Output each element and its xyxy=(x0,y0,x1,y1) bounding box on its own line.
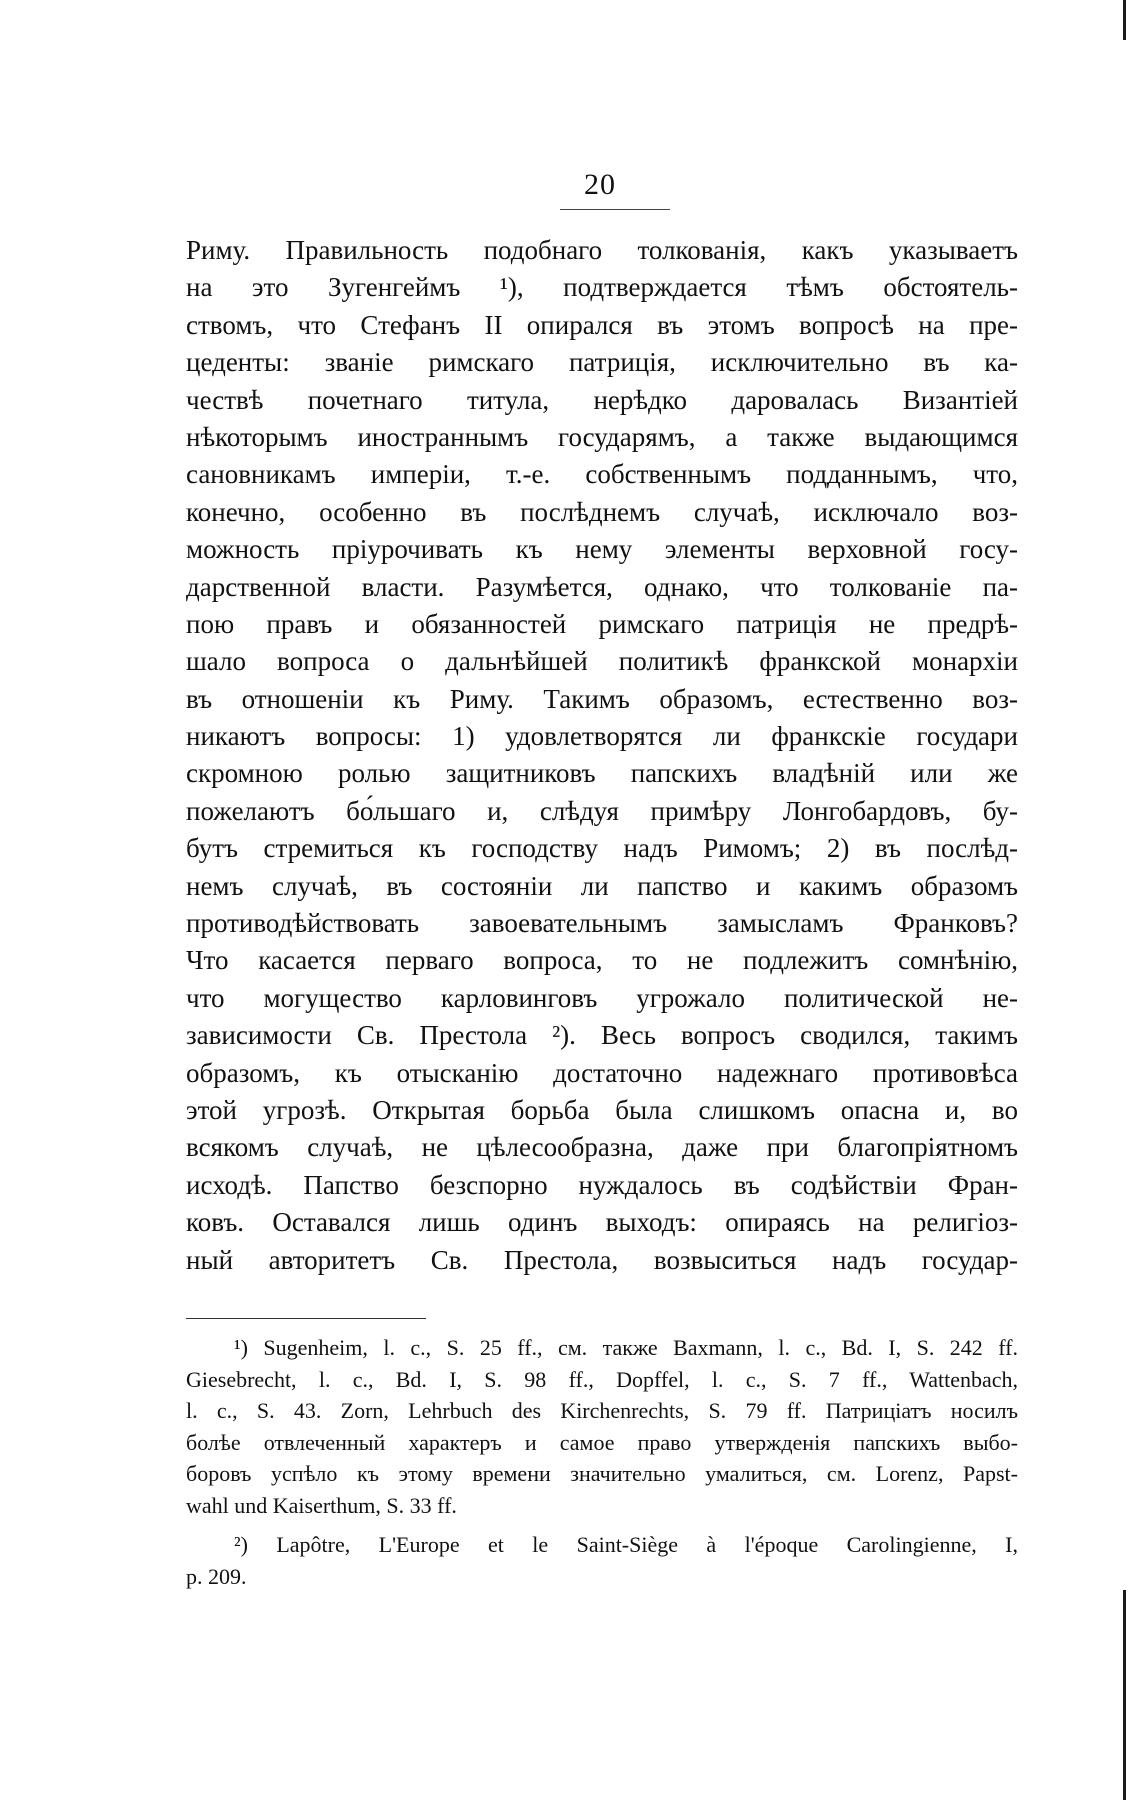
page-number-rule xyxy=(560,209,670,210)
text-line: чествѣ почетнаго титула, нерѣдко даровалась Византіей xyxy=(186,384,1018,415)
footnote-2-line: p. 209. xyxy=(186,1563,247,1589)
footnote-1-line: Giesebrecht, l. c., Bd. I, S. 98 ff., Dopffel, l. c., S. 7 ff., Wattenbach, xyxy=(186,1366,1018,1392)
text-line: бутъ стремиться къ господству надъ Римомъ; 2) въ послѣд- xyxy=(186,833,1018,864)
text-line: въ отношеніи къ Риму. Такимъ образомъ, естественно воз- xyxy=(186,683,1018,714)
text-line: образомъ, къ отысканію достаточно надежнаго противовѣса xyxy=(186,1057,1018,1088)
scan-edge-bottom xyxy=(1123,1590,1126,1800)
text-line: ствомъ, что Стефанъ II опирался въ этомъ вопросѣ на пре- xyxy=(186,309,1018,340)
footnote-1-line: wahl und Kaiserthum, S. 33 ff. xyxy=(186,1492,457,1518)
text-line: немъ случаѣ, въ состояніи ли папство и какимъ образомъ xyxy=(186,870,1018,901)
text-line: Риму. Правильность подобнаго толкованія, какъ указываетъ xyxy=(186,235,1018,265)
text-line: противодѣйствовать завоевательнымъ замысламъ Франковъ? xyxy=(186,908,1018,939)
text-line: что могущество карловинговъ угрожало политической не- xyxy=(186,982,1018,1013)
text-line: нѣкоторымъ иностраннымъ государямъ, а также выдающимся xyxy=(186,421,1018,452)
page-number: 20 xyxy=(584,168,616,201)
text-line: никаютъ вопросы: 1) удовлетворятся ли франкскіе государи xyxy=(186,721,1018,752)
text-line: конечно, особенно въ послѣднемъ случаѣ, исключало воз- xyxy=(186,496,1018,527)
text-line: сановникамъ имперіи, т.-е. собственнымъ подданнымъ, что, xyxy=(186,459,1018,490)
footnote-1-line: боровъ успѣло къ этому времени значительно умалиться, см. Lorenz, Papst- xyxy=(186,1461,1018,1486)
footnote-1-line: l. c., S. 43. Zorn, Lehrbuch des Kirchenrechts, S. 79 ff. Патриціатъ носилъ xyxy=(186,1398,1018,1423)
text-line: исходѣ. Папство безспорно нуждалось въ содѣйствіи Фран- xyxy=(186,1169,1018,1200)
text-line: зависимости Св. Престола ²). Весь вопросъ сводился, такимъ xyxy=(186,1020,1018,1051)
text-line: скромною ролью защитниковъ папскихъ владѣній или же xyxy=(186,758,1018,789)
text-line: ковъ. Оставался лишь одинъ выходъ: опираясь на религіоз- xyxy=(186,1207,1018,1238)
text-line: всякомъ случаѣ, не цѣлесообразна, даже при благопріятномъ xyxy=(186,1132,1018,1163)
footnotes xyxy=(186,1332,1018,1592)
text-line: пою правъ и обязанностей римскаго патриція не предрѣ- xyxy=(186,608,1018,639)
footnote-2-line: ²) Lapôtre, L'Europe et le Saint-Siège à l'époque Carolingienne, I, xyxy=(234,1532,1018,1557)
text-line: цеденты: званіе римскаго патриція, исключительно въ ка- xyxy=(186,347,1018,378)
main-text xyxy=(186,232,1018,1279)
text-line: этой угрозѣ. Открытая борьба была слишкомъ опасна и, во xyxy=(186,1094,1018,1125)
text-line: Что касается перваго вопроса, то не подлежитъ сомнѣнію, xyxy=(186,945,1018,976)
text-line: можность пріурочивать къ нему элементы верховной госу- xyxy=(186,534,1018,565)
text-line: шало вопроса о дальнѣйшей политикѣ франкской монархіи xyxy=(186,646,1018,677)
text-line: дарственной власти. Разумѣется, однако, что толкованіе па- xyxy=(186,571,1018,602)
text-line: пожелаютъ бо́льшаго и, слѣдуя примѣру Лонгобардовъ, бу- xyxy=(186,795,1018,826)
scan-edge-top xyxy=(1123,0,1126,40)
footnote-1-line: ¹) Sugenheim, l. c., S. 25 ff., см. также Baxmann, l. c., Bd. I, S. 242 ff. xyxy=(234,1335,1018,1360)
text-line: на это Зугенгеймъ ¹), подтверждается тѣмъ обстоятель- xyxy=(186,272,1018,303)
footnote-separator xyxy=(186,1318,426,1319)
footnote-1-line: болѣе отвлеченный характеръ и самое право утвержденія папскихъ выбо- xyxy=(186,1429,1018,1455)
text-line: ный авторитетъ Св. Престола, возвыситься надъ государ- xyxy=(186,1244,1018,1275)
